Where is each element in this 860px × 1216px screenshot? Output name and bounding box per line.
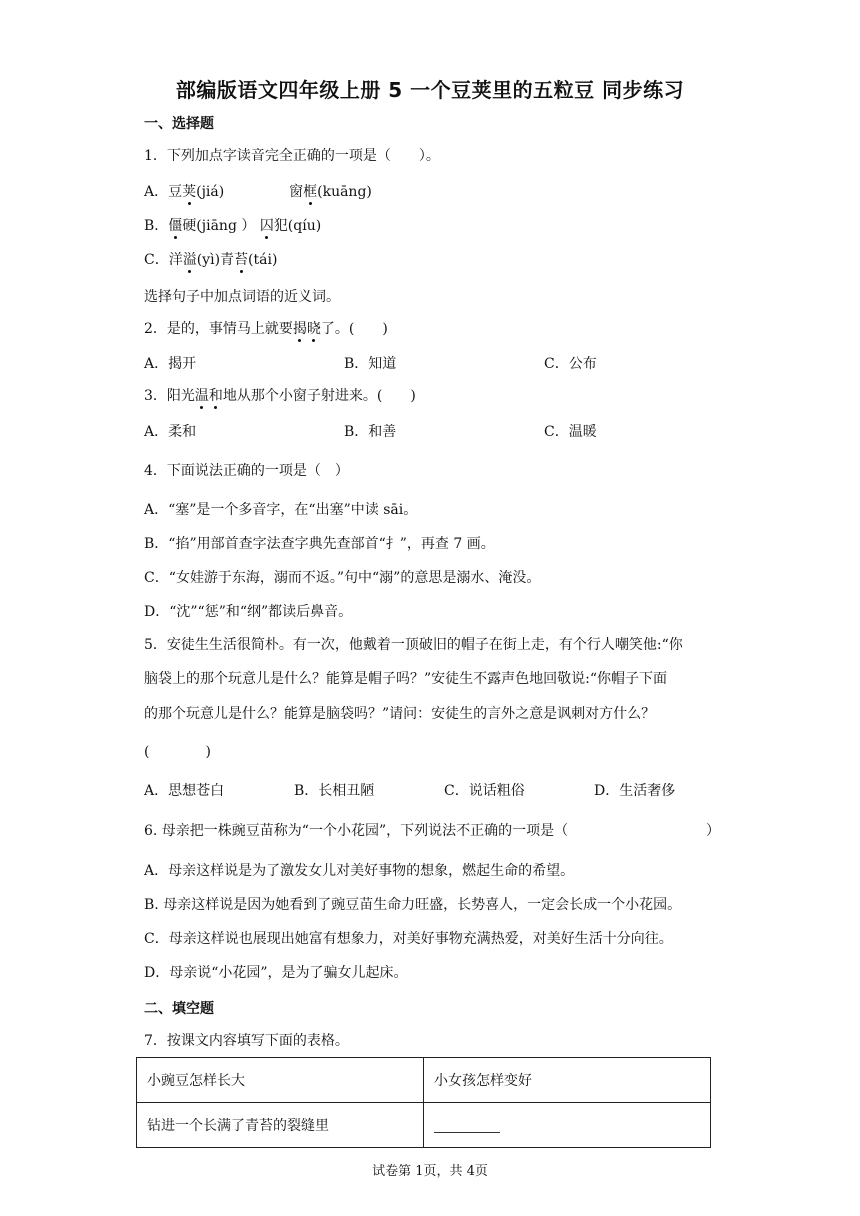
question-5-option-a: A．思想苍白 [144,783,225,799]
question-3-option-a: A．柔和 [144,424,197,440]
dotted-char: 框 [303,184,318,200]
question-6-option-c: C．母亲这样说也展现出她富有想象力，对美好事物充满热爱，对美好生活十分向往。 [144,931,673,947]
question-5-line-3: 的那个玩意儿是什么？能算是脑袋吗？”请问：安徒生的言外之意是讽刺对方什么？ [144,706,656,722]
question-2-stem: 2．是的，事情马上就要揭晓了。( ) [144,321,388,337]
section-heading-choice: 一、选择题 [144,116,214,132]
question-3-option-c: C．温暖 [544,424,597,440]
instruction-text: 选择句子中加点词语的近义词。 [144,289,340,305]
dotted-char: 揭 [292,321,307,337]
question-5-option-b: B．长相丑陋 [294,783,375,799]
question-6-option-a: A．母亲这样说是为了激发女儿对美好事物的想象，燃起生命的希望。 [144,863,575,879]
dotted-char: 囚 [259,218,274,234]
question-2-option-a: A．揭开 [144,356,197,372]
question-6-stem: 6. 母亲把一株豌豆苗称为“一个小花园”，下列说法不正确的一项是（ [144,823,569,839]
question-6-paren-close: ） [706,823,720,839]
table-header-cell: 小女孩怎样变好 [424,1058,711,1103]
dotted-char: 晓 [306,321,321,337]
table-header-cell: 小豌豆怎样长大 [137,1058,424,1103]
question-5-line-1: 5．安徒生生活很简朴。有一次，他戴着一顶破旧的帽子在街上走，有个行人嘲笑他:“你 [144,637,683,653]
section-heading-fill: 二、填空题 [144,1001,214,1017]
question-4-option-b: B．“掐”用部首查字法查字典先查部首“扌”，再查 7 画。 [144,536,495,552]
question-1-option-b: B．僵硬(jiāng ） 囚犯(qíu) [144,218,322,234]
answer-table [136,1057,711,1148]
page-footer: 试卷第 1页，共 4页 [372,1164,488,1179]
dotted-char: 苔 [234,252,249,268]
dotted-char: 僵 [168,218,183,234]
question-5-option-d: D．生活奢侈 [594,783,676,799]
question-3-option-b: B．和善 [344,424,397,440]
question-4-option-c: C．“女娃游于东海，溺而不返。”句中“溺”的意思是溺水、淹没。 [144,570,541,586]
question-6-option-d: D．母亲说“小花园”，是为了骗女儿起床。 [144,965,408,981]
question-1-option-c: C．洋溢(yì)青苔(tái) [144,252,278,268]
question-4-stem: 4．下面说法正确的一项是（ ） [144,463,349,479]
table-row [137,1103,711,1148]
dotted-char: 溢 [182,252,197,268]
question-2-option-b: B．知道 [344,356,397,372]
question-4-option-a: A．“塞”是一个多音字，在“出塞”中读 sāi。 [144,502,418,518]
table-cell: 钻进一个长满了青苔的裂缝里 [137,1103,424,1148]
dotted-char: 温 [194,388,209,404]
table-cell [424,1103,711,1148]
question-6-option-b: B. 母亲这样说是因为她看到了豌豆苗生命力旺盛，长势喜人，一定会长成一个小花园。 [144,897,682,913]
dotted-char: 和 [208,388,223,404]
question-2-option-c: C．公布 [544,356,597,372]
question-4-option-d: D．“沈”“惩”和“纲”都读后鼻音。 [144,604,353,620]
question-1-option-a: A．豆荚(jiá) 窗框(kuāng) [144,184,372,200]
question-1-stem: 1．下列加点字读音完全正确的一项是（ ）。 [144,148,440,164]
dotted-char: 荚 [182,184,197,200]
question-5-line-2: 脑袋上的那个玩意儿是什么？能算是帽子吗？”安徒生不露声色地回敬说:“你帽子下面 [144,671,668,687]
question-7-stem: 7．按课文内容填写下面的表格。 [144,1033,349,1049]
table-row [137,1058,711,1103]
question-3-stem: 3．阳光温和地从那个小窗子射进来。( ) [144,388,416,404]
answer-blank[interactable] [434,1118,500,1133]
page-title: 部编版语文四年级上册 5 一个豆荚里的五粒豆 同步练习 [175,78,685,102]
question-5-option-c: C．说话粗俗 [444,783,525,799]
question-5-answer-paren: ( ) [144,744,211,760]
